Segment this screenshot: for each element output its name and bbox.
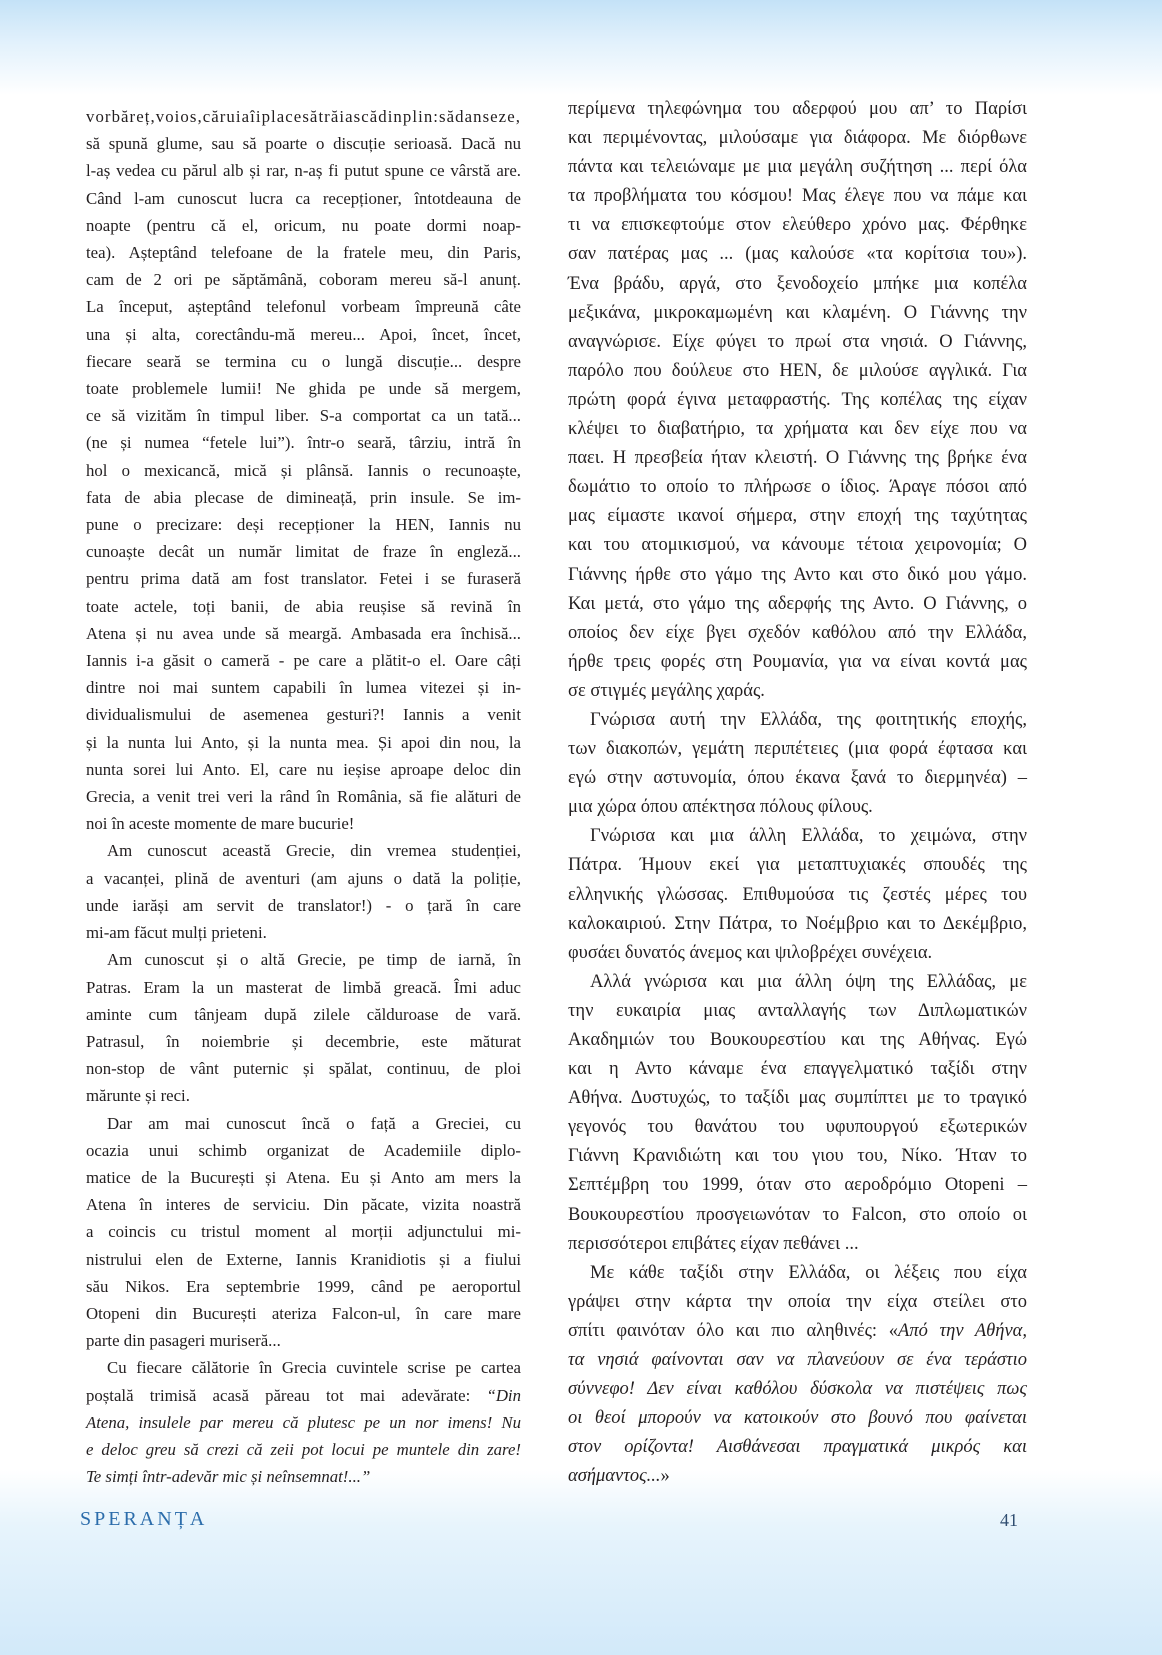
line-text: mi-am făcut mulți prieteni.	[86, 923, 267, 943]
text-line	[86, 1409, 521, 1436]
line-text: Otopeni din București ateriza Falcon-ul, în care mare	[86, 1303, 521, 1323]
text-line	[568, 1288, 1027, 1317]
italic-quote-text: Από την Αθήνα,	[898, 1320, 1027, 1341]
line-text: σπίτι φαινόταν όλο και πιο αληθινές: «	[568, 1320, 899, 1341]
line-text: Grecia, a venit trei veri la rând în România, să fie alături de	[86, 787, 521, 807]
text-line	[86, 1436, 521, 1463]
text-line	[86, 1273, 521, 1300]
line-text: Patras. Eram la un masterat de limbă greacă. Îmi aduc	[86, 977, 521, 997]
text-line	[568, 1171, 1027, 1200]
text-line	[86, 212, 521, 239]
line-text: dividualismului de asemenea gesturi?! Iannis a venit	[86, 705, 521, 725]
text-line	[568, 531, 1027, 560]
line-text: τι να επισκεφτούμε στον ελεύθερο χρόνο μας. Φέρθηκε	[568, 215, 1027, 236]
text-line	[568, 124, 1027, 153]
line-text: Γιάννης ήρθε στο γάμο της Αντο και στο δικό μου γάμο.	[568, 564, 1027, 585]
paragraph	[86, 837, 521, 946]
line-text: την ευκαιρία μιας ανταλλαγής των Διπλωματικών	[568, 1000, 1027, 1021]
text-line	[568, 1375, 1027, 1404]
page-number: 41	[1000, 1510, 1018, 1530]
line-text: să spună glume, sau să poarte o discuție serioasă. Dacă nu	[86, 134, 521, 154]
line-text: unde iarăși am servit de translator!) - o țară în care	[86, 895, 521, 915]
line-text: poștală trimisă acasă păreau tot mai adevărate:	[86, 1385, 487, 1405]
text-line	[568, 677, 1027, 706]
text-line	[568, 270, 1027, 299]
line-text: Dar am mai cunoscut încă o față a Greciei, cu	[107, 1113, 521, 1133]
text-line	[568, 473, 1027, 502]
line-text: Am cunoscut și o altă Grecie, pe timp de iarnă, în	[107, 950, 521, 970]
right-text-column	[568, 95, 1027, 1492]
text-line	[86, 266, 521, 293]
text-line	[568, 939, 1027, 968]
line-text: noapte (pentru că el, oricum, nu poate dormi noap-	[86, 215, 521, 235]
text-line	[568, 968, 1027, 997]
text-line	[568, 764, 1027, 793]
text-line	[86, 375, 521, 402]
line-text-group	[86, 1386, 521, 1405]
text-line	[86, 701, 521, 728]
line-text: πρώτη φορά έγινα μεταφραστής. Της κοπέλας της είχαν	[568, 389, 1027, 410]
paragraph	[86, 1354, 521, 1490]
paragraph	[568, 706, 1027, 822]
line-text: tea). Așteptând telefoane de la fratele meu, din Paris,	[86, 243, 521, 263]
line-text-group	[568, 1350, 1027, 1370]
text-line	[568, 444, 1027, 473]
magazine-title: SPERANȚA	[80, 1508, 208, 1530]
text-line	[86, 1055, 521, 1082]
line-text: Cu fiecare călătorie în Grecia cuvintele scrise pe cartea	[107, 1358, 521, 1378]
line-text: Când l-am cunoscut lucra ca recepționer, întotdeauna de	[86, 188, 521, 208]
text-line	[86, 647, 521, 674]
line-text: său Nikos. Era septembrie 1999, când pe aeroportul	[86, 1276, 521, 1296]
text-line	[86, 1354, 521, 1381]
text-line	[86, 1327, 521, 1354]
line-text: nistrului elen de Externe, Iannis Kranidiotis și a fiului	[86, 1249, 521, 1269]
paragraph	[568, 968, 1027, 1259]
line-text: cam de 2 ori pe săptămână, coboram mereu să-l anunț.	[86, 270, 521, 290]
paragraph	[568, 822, 1027, 967]
line-text-group	[568, 1437, 1027, 1457]
text-line	[568, 386, 1027, 415]
line-text: non-stop de vânt puternic și spălat, continuu, de ploi	[86, 1059, 521, 1079]
line-text: παει. Η πρεσβεία ήταν κλειστή. Ο Γιάννης της βρήκε ένα	[568, 448, 1027, 469]
line-text: γράψει στην κάρτα την οποία την είχα στείλει στο	[568, 1291, 1027, 1312]
line-text: toate actele, toți banii, de abia reușise să revină în	[86, 596, 521, 616]
text-line	[86, 239, 521, 266]
text-line	[86, 1028, 521, 1055]
text-line	[568, 735, 1027, 764]
text-line	[568, 1346, 1027, 1375]
line-text: Με κάθε ταξίδι στην Ελλάδα, οι λέξεις που είχα	[590, 1262, 1027, 1283]
line-text: Patrasul, în noiembrie și decembrie, este măturat	[86, 1031, 521, 1051]
line-text: φυσάει δυνατός άνεμος και ψιλοβρέχει συνέχεια.	[568, 942, 933, 963]
text-line	[568, 357, 1027, 386]
paragraph	[86, 103, 521, 837]
line-text-group	[568, 1466, 670, 1486]
line-text-group	[86, 1467, 370, 1486]
text-line	[86, 810, 521, 837]
line-text: μια χώρα όπου απέκτησα πόλους φίλους.	[568, 797, 873, 818]
line-text: και περιμένοντας, μιλούσαμε για διάφορα. Με διόρθωνε	[568, 128, 1027, 149]
line-text-group	[86, 1413, 521, 1432]
italic-quote-text: “Din	[486, 1385, 521, 1405]
text-line	[86, 620, 521, 647]
line-text: μεξικάνα, μικροκαμωμένη και κλαμένη. Ο Γιάννης την	[568, 302, 1027, 323]
line-text: (ne și numea “fetele lui”). într-o seară, târziu, intră în	[86, 433, 521, 453]
line-text: pune o precizare: deși recepționer la HEN, Iannis nu	[86, 515, 521, 535]
text-line	[568, 706, 1027, 735]
line-text-group	[86, 1440, 521, 1459]
text-line	[86, 1300, 521, 1327]
line-text-group	[568, 1379, 1027, 1399]
italic-quote-text: στον ορίζοντα! Αισθάνεσαι πραγματικά μικρός και	[568, 1437, 1027, 1458]
text-line	[568, 1055, 1027, 1084]
line-text: περισσότεροι επιβάτες είχαν πεθάνει ...	[568, 1233, 859, 1254]
text-line	[568, 1404, 1027, 1433]
text-line	[86, 1246, 521, 1273]
text-line	[568, 822, 1027, 851]
text-line	[568, 299, 1027, 328]
line-text: κλέψει το διαβατήριο, τα χρήματα και δεν είχε που να	[568, 419, 1027, 440]
text-line	[86, 1463, 521, 1490]
line-text: una și alta, corectându-mă mereu... Apoi, încet, încet,	[86, 324, 521, 344]
line-text: Γνώρισα και μια άλλη Ελλάδα, το χειμώνα, στην	[590, 826, 1027, 847]
paragraph	[568, 95, 1027, 706]
line-text: noi în aceste momente de mare bucurie!	[86, 814, 355, 834]
text-line	[568, 561, 1027, 590]
text-line	[86, 865, 521, 892]
line-text: Atena în interes de serviciu. Din păcate, vizita noastră	[86, 1195, 521, 1215]
line-text: περίμενα τηλεφώνημα του αδερφού μου απ’ το Παρίσι	[568, 99, 1027, 119]
text-line	[568, 240, 1027, 269]
line-text: Βουκουρεστίου προσγειωνόταν το Falcon, στο οποίο οι	[568, 1204, 1027, 1225]
text-line	[86, 756, 521, 783]
text-line	[86, 1164, 521, 1191]
text-line	[86, 974, 521, 1001]
line-text: των διακοπών, γεμάτη περιπέτειες (μια φορά έφτασα και	[568, 739, 1027, 760]
text-line	[86, 837, 521, 864]
line-text: Σεπτέμβρη του 1999, όταν στο αεροδρόμιο Otopeni –	[568, 1175, 1027, 1196]
text-line	[568, 1230, 1027, 1259]
paragraph	[86, 946, 521, 1109]
text-line	[568, 1113, 1027, 1142]
top-gradient-band	[0, 0, 1162, 95]
line-text: Am cunoscut această Grecie, din vremea studenției,	[107, 841, 521, 861]
line-text: τα προβλήματα του κόσμου! Μας έλεγε που να πάμε και	[568, 186, 1027, 207]
text-line	[568, 793, 1027, 822]
text-line	[86, 130, 521, 157]
line-text: εγώ στην αστυνομία, όπου έκανα ξανά το διερμηνέα) –	[568, 768, 1027, 789]
line-text: pentru prima dată am fost translator. Fetei i se furaseră	[86, 569, 521, 589]
line-text: fata de abia plecase de dimineață, prin insule. Se im-	[86, 487, 521, 507]
line-text: Γιάννη Κρανιδιώτη και του γιου του, Νίκο. Ήταν το	[568, 1146, 1027, 1167]
text-line	[86, 1382, 521, 1409]
line-text: δωμάτιο το οποίο το πλήρωσε ο ίδιος. Άραγε πόσοι από	[568, 477, 1027, 498]
text-line	[86, 1191, 521, 1218]
text-line	[568, 1026, 1027, 1055]
text-line	[568, 910, 1027, 939]
text-line	[86, 593, 521, 620]
line-text: παρόλο που δούλευε στο HEN, δε μιλούσε αγγλικά. Για	[568, 360, 1027, 381]
line-text: μας είμαστε ικανοί σήμερα, στην εποχή της ταχύτητας	[568, 506, 1027, 527]
line-text: και του ατομικισμού, να κάνουμε τέτοια χειρονομία; Ο	[568, 535, 1027, 556]
line-text: Αθήνα. Δυστυχώς, το ταξίδι μας συμπίπτει με το τραγικό	[568, 1088, 1027, 1109]
line-text: ελληνικής γλώσσας. Επιθυμούσα τις ζεστές μέρες του	[568, 884, 1027, 905]
text-line	[86, 484, 521, 511]
text-line	[86, 103, 521, 130]
text-line	[86, 538, 521, 565]
line-text: a vacanței, plină de aventuri (am ajuns o dată la poliție,	[86, 868, 521, 888]
line-text: aminte cum tânjeam după zilele călduroase de vară.	[86, 1004, 521, 1024]
line-text-group	[568, 1408, 1027, 1428]
text-line	[86, 919, 521, 946]
line-text: σαν πατέρας μας ... (μας καλούσε «τα κορίτσια του»).	[568, 244, 1027, 265]
line-text: Και μετά, στο γάμο της αδερφής της Αντο. Ο Γιάννης, ο	[568, 593, 1027, 614]
line-text: »	[660, 1466, 670, 1487]
text-line	[86, 1001, 521, 1028]
line-text: Πάτρα. Ήμουν εκεί για μεταπτυχιακές σπουδές της	[568, 855, 1027, 876]
text-line	[86, 729, 521, 756]
line-text: ocazia unui schimb organizat de Academiile diplo-	[86, 1140, 521, 1160]
text-line	[86, 946, 521, 973]
line-text: γεγονός του θανάτου του υφυπουργού εξωτερικών	[568, 1117, 1027, 1138]
text-line	[568, 1084, 1027, 1113]
line-text: ήρθε τρεις φορές στη Ρουμανία, για να είναι κοντά μας	[568, 651, 1027, 672]
text-line	[86, 321, 521, 348]
text-line	[86, 293, 521, 320]
text-line	[86, 511, 521, 538]
line-text: hol o mexicancă, mică și plânsă. Iannis o recunoaște,	[86, 460, 521, 480]
text-line	[568, 1142, 1027, 1171]
text-line	[568, 95, 1027, 124]
paragraph	[568, 1259, 1027, 1492]
line-text: σε στιγμές μεγάλης χαράς.	[568, 680, 765, 701]
text-line	[568, 415, 1027, 444]
text-line	[568, 211, 1027, 240]
text-line	[86, 1082, 521, 1109]
text-line	[568, 997, 1027, 1026]
line-text: fiecare seară se termina cu o lungă discuție... despre	[86, 351, 521, 371]
text-line	[568, 648, 1027, 677]
line-text: a coincis cu tristul moment al morții adjunctului mi-	[86, 1222, 521, 1242]
text-line	[568, 1433, 1027, 1462]
text-line	[568, 619, 1027, 648]
italic-quote-text: Atena, insulele par mereu că plutesc pe un nor imens! Nu	[86, 1412, 521, 1432]
line-text: Γνώρισα αυτή την Ελλάδα, της φοιτητικής εποχής,	[590, 709, 1027, 730]
italic-quote-text: e deloc greu să crezi că zeii pot locui pe muntele din zare!	[86, 1439, 521, 1459]
italic-quote-text: σύννεφο! Δεν είναι καθόλου δύσκολα να πιστέψεις πως	[568, 1379, 1027, 1400]
text-line	[86, 157, 521, 184]
text-line	[568, 1259, 1027, 1288]
text-line	[568, 328, 1027, 357]
text-line	[568, 1201, 1027, 1230]
line-text: mărunte și reci.	[86, 1086, 190, 1106]
line-text: αναγνώρισε. Είχε φύγει το πρωί στα νησιά. Ο Γιάννης,	[568, 331, 1027, 352]
text-line	[86, 783, 521, 810]
line-text: parte din pasageri muriseră...	[86, 1331, 281, 1351]
line-text: și la nunta lui Anto, și la nunta mea. Și apoi din nou, la	[86, 732, 521, 752]
italic-quote-text: τα νησιά φαίνονται σαν να πλανεύουν σε ένα τεράστιο	[568, 1350, 1027, 1371]
line-text-group	[568, 1321, 1027, 1341]
italic-quote-text: οι θεοί μπορούν να κατοικούν στο βουνό που φαίνεται	[568, 1408, 1027, 1429]
line-text: La început, așteptând telefonul vorbeam împreună câte	[86, 297, 521, 317]
text-line	[568, 881, 1027, 910]
line-text: Ακαδημιών του Βουκουρεστίου και της Αθήνας. Εγώ	[568, 1030, 1027, 1050]
paragraph	[86, 1110, 521, 1355]
text-line	[568, 153, 1027, 182]
line-text: matice de la București și Atena. Eu și Anto am mers la	[86, 1167, 521, 1187]
line-text: Iannis i-a găsit o cameră - pe care a plătit-o el. Oare câți	[86, 651, 521, 671]
text-line	[568, 590, 1027, 619]
line-text: nunta sorei lui Anto. El, care nu ieșise aproape deloc din	[86, 759, 521, 779]
text-line	[86, 185, 521, 212]
text-line	[86, 348, 521, 375]
line-text: καλοκαιριού. Στην Πάτρα, το Νοέμβριο και το Δεκέμβριο,	[568, 913, 1027, 934]
bottom-gradient-band	[0, 1470, 1162, 1655]
text-line	[86, 457, 521, 484]
text-line	[86, 565, 521, 592]
line-text: cunoaște decât un număr limitat de fraze în engleză...	[86, 542, 521, 562]
line-text: dintre noi mai suntem capabili în lumea vitezei și in-	[86, 678, 521, 698]
line-text: vorbăreț,voios,căruiaîiplacesătrăiascădinplin:sădanseze,	[86, 107, 521, 126]
line-text: Αλλά γνώρισα και μια άλλη όψη της Ελλάδας, με	[590, 971, 1027, 992]
italic-quote-text: ασήμαντος...	[568, 1466, 661, 1487]
line-text: ce să vizităm în timpul liber. S-a comportat ca un tată...	[86, 406, 521, 426]
line-text: Atena și nu avea unde să meargă. Ambasada era închisă...	[86, 623, 521, 643]
text-line	[86, 429, 521, 456]
text-line	[568, 182, 1027, 211]
left-text-column	[86, 103, 521, 1490]
line-text: toate problemele lumii! Ne ghida pe unde să mergem,	[86, 379, 521, 399]
text-line	[568, 1317, 1027, 1346]
italic-quote-text: Te simți într-adevăr mic și neînsemnat!...”	[86, 1467, 371, 1487]
line-text: οποίος δεν είχε βγει σχεδόν καθόλου από την Ελλάδα,	[568, 622, 1027, 643]
text-line	[86, 674, 521, 701]
line-text: και η Αντο κάναμε ένα επαγγελματικό ταξίδι στην	[568, 1059, 1027, 1080]
text-line	[568, 502, 1027, 531]
text-line	[86, 1137, 521, 1164]
text-line	[86, 1218, 521, 1245]
text-line	[568, 1462, 1027, 1491]
text-line	[86, 402, 521, 429]
text-line	[86, 892, 521, 919]
line-text: Ένα βράδυ, αργά, στο ξενοδοχείο μπήκε μια κοπέλα	[568, 273, 1027, 294]
text-line	[568, 851, 1027, 880]
line-text: πάντα και τελειώναμε με μια μεγάλη συζήτηση ... περί όλα	[568, 157, 1027, 178]
line-text: l-aș vedea cu părul alb și rar, n-aș fi putut spune ce vârstă are.	[86, 161, 521, 181]
text-line	[86, 1110, 521, 1137]
